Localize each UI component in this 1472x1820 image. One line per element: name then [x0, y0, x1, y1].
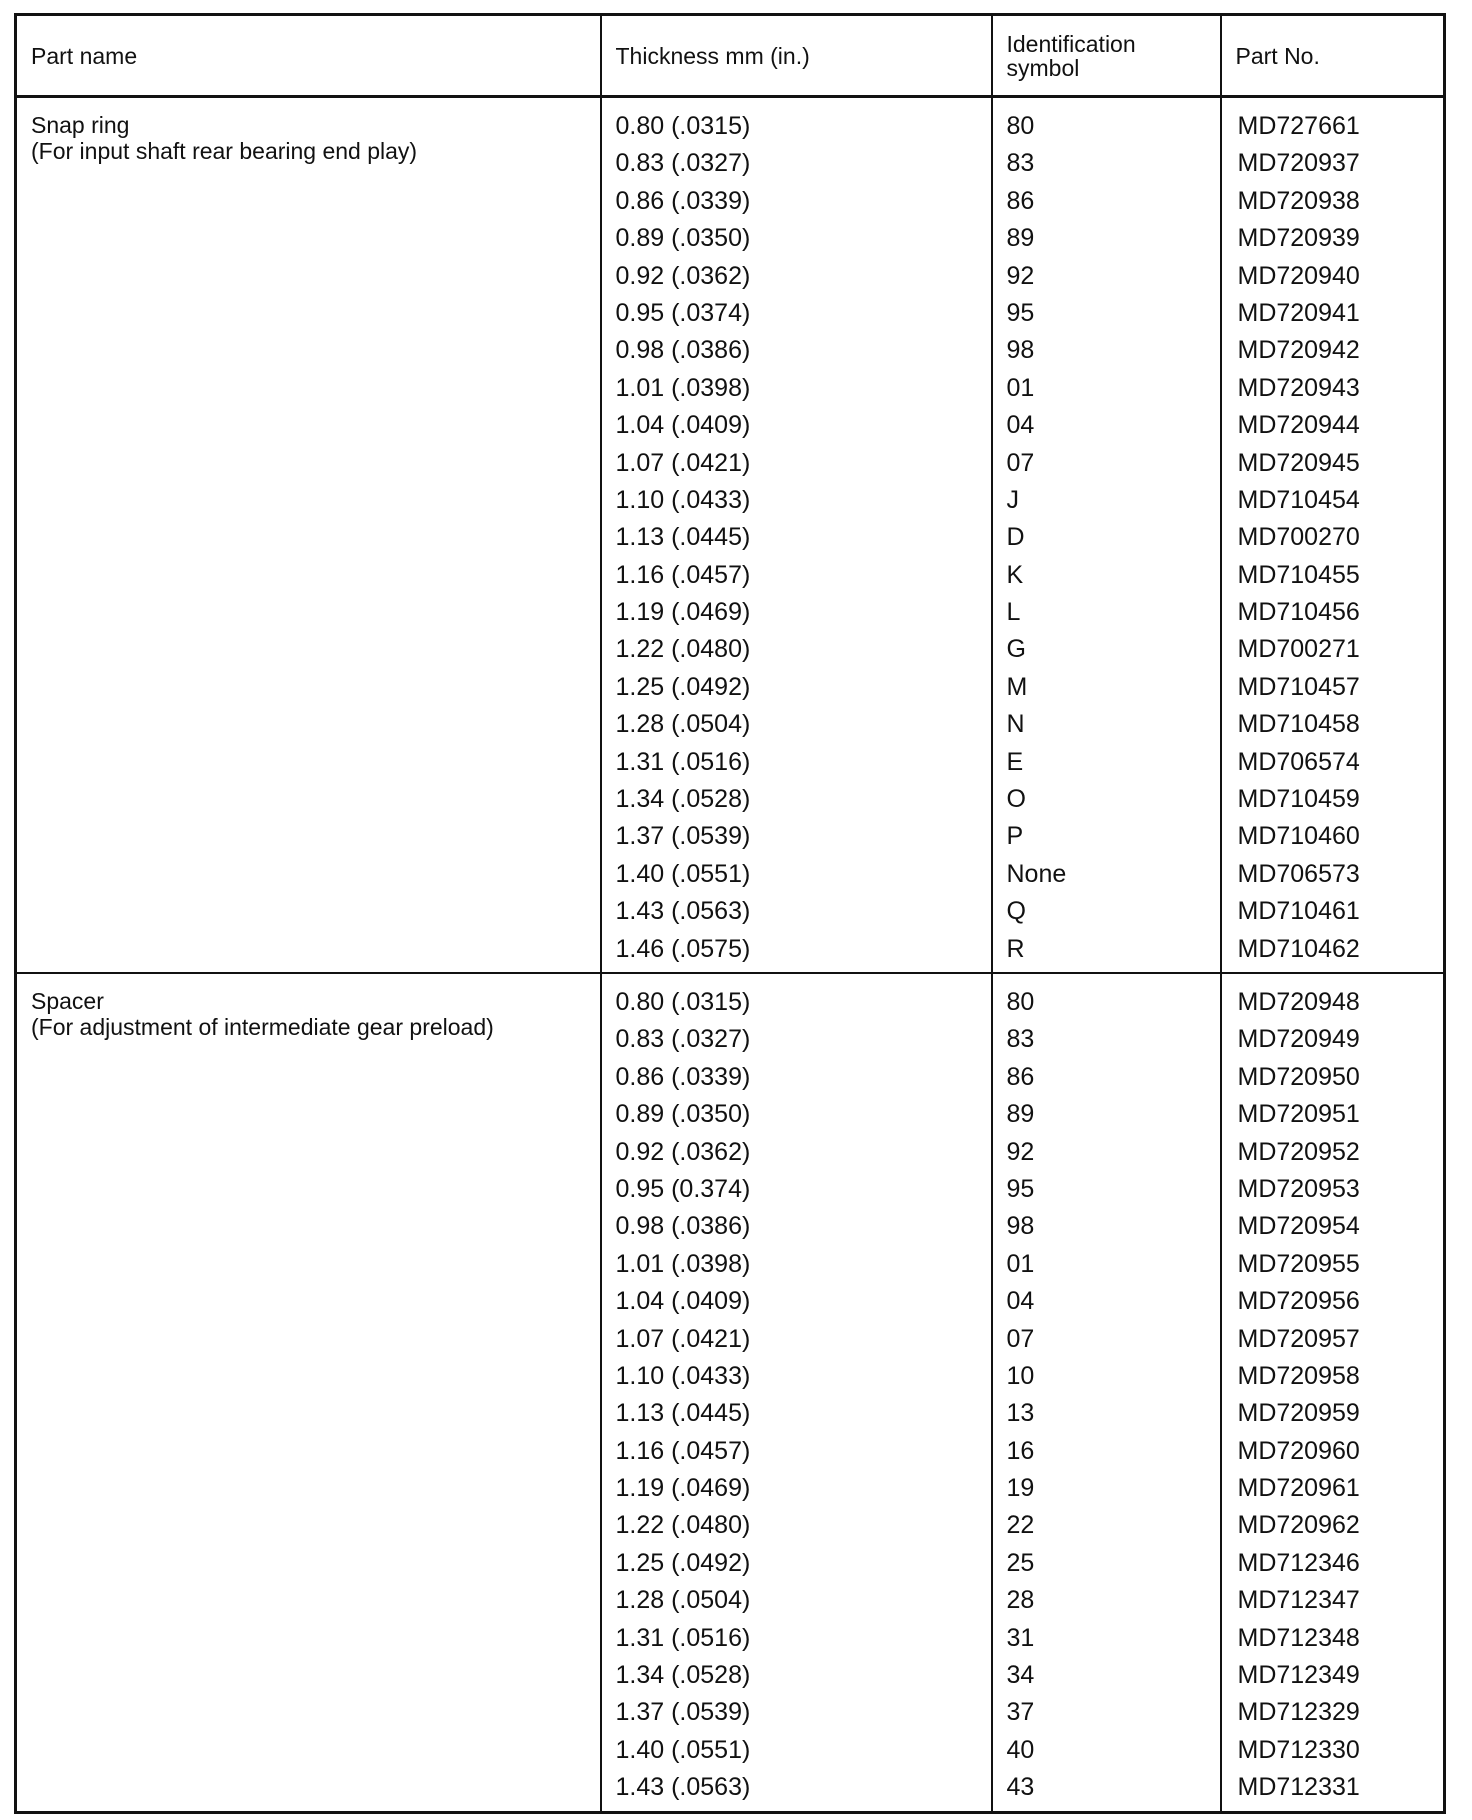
part-number-value: MD712331 — [1237, 1773, 1360, 1802]
part-purpose-note: (For input shaft rear bearing end play) — [31, 138, 418, 164]
identification-symbol-value: 19 — [1006, 1474, 1035, 1503]
identification-symbol-value: 10 — [1006, 1361, 1035, 1390]
part-number-value: MD727661 — [1237, 112, 1360, 140]
part-number-value: MD720956 — [1237, 1287, 1360, 1316]
part-number-value: MD710460 — [1237, 822, 1360, 851]
thickness-value: 1.46 (.0575) — [615, 934, 751, 963]
identification-symbol-value: 98 — [1006, 336, 1035, 365]
thickness-value: 1.34 (.0528) — [615, 785, 751, 814]
part-name-cell — [16, 97, 601, 973]
thickness-value: 1.10 (.0433) — [615, 485, 751, 514]
thickness-value: 1.28 (.0504) — [615, 710, 751, 739]
thickness-value: 1.10 (.0433) — [615, 1361, 751, 1390]
part-name-cell — [16, 973, 601, 1812]
thickness-value: 1.19 (.0469) — [615, 1474, 751, 1503]
part-number-value: MD720961 — [1237, 1474, 1360, 1503]
identification-symbol-value: 98 — [1006, 1212, 1035, 1241]
identification-symbol-value: 28 — [1006, 1586, 1035, 1615]
part-number-value: MD710454 — [1237, 485, 1360, 514]
header-identification-line1: Identification — [1006, 30, 1136, 57]
header-identification-line2: symbol — [1006, 54, 1080, 81]
thickness-value: 1.34 (.0528) — [615, 1661, 751, 1690]
thickness-cell — [601, 973, 992, 1812]
thickness-value: 1.04 (.0409) — [615, 1287, 751, 1316]
thickness-value: 0.95 (.0374) — [615, 298, 751, 327]
header-identification-symbol — [992, 15, 1221, 97]
part-number-value: MD710458 — [1237, 710, 1360, 739]
part-number-value: MD720942 — [1237, 336, 1360, 365]
identification-symbol-value: 80 — [1006, 112, 1035, 140]
part-number-value: MD720950 — [1237, 1062, 1360, 1091]
part-name: Snap ring — [31, 112, 130, 138]
part-number-value: MD720941 — [1237, 298, 1360, 327]
thickness-value: 1.25 (.0492) — [615, 1548, 751, 1577]
part-number-value: MD720949 — [1237, 1025, 1360, 1054]
thickness-value: 1.01 (.0398) — [615, 1249, 751, 1278]
part-number-value: MD710455 — [1237, 560, 1360, 589]
part-number-value: MD710461 — [1237, 897, 1360, 926]
part-number-value: MD700270 — [1237, 523, 1360, 552]
thickness-value: 1.43 (.0563) — [615, 1773, 751, 1802]
identification-symbol-value: 86 — [1006, 186, 1035, 215]
identification-symbol-value: J — [1006, 485, 1019, 514]
part-number-value: MD710459 — [1237, 785, 1360, 814]
table-group-row — [16, 973, 1445, 1812]
identification-symbol-value: 92 — [1006, 261, 1035, 290]
thickness-value: 1.31 (.0516) — [615, 747, 751, 776]
thickness-value: 1.25 (.0492) — [615, 672, 751, 701]
identification-symbol-value: 25 — [1006, 1548, 1035, 1577]
thickness-value: 1.13 (.0445) — [615, 1399, 751, 1428]
part-number-value: MD712348 — [1237, 1623, 1360, 1652]
part-number-value: MD712329 — [1237, 1698, 1360, 1727]
identification-symbol-value: P — [1006, 822, 1024, 851]
identification-symbol-value: 92 — [1006, 1137, 1035, 1166]
part-number-value: MD720951 — [1237, 1100, 1360, 1129]
part-number-value: MD720958 — [1237, 1361, 1360, 1390]
thickness-value: 1.16 (.0457) — [615, 1436, 751, 1465]
part-number-cell-list — [1222, 98, 1444, 972]
thickness-value: 1.37 (.0539) — [615, 822, 751, 851]
thickness-value: 1.43 (.0563) — [615, 897, 751, 926]
table-body — [16, 97, 1445, 1813]
part-number-value: MD720940 — [1237, 261, 1360, 290]
thickness-value: 1.22 (.0480) — [615, 635, 751, 664]
header-part-name: Part name — [16, 15, 601, 97]
part-number-value: MD720954 — [1237, 1212, 1360, 1241]
part-number-value: MD700271 — [1237, 635, 1360, 664]
part-name: Spacer — [31, 987, 104, 1014]
table-group-row — [16, 97, 1445, 973]
header-thickness: Thickness mm (in.) — [601, 15, 992, 97]
identification-symbol-value: None — [1006, 859, 1067, 888]
part-number-value: MD712346 — [1237, 1548, 1360, 1577]
identification-symbol-value: 86 — [1006, 1062, 1035, 1091]
part-number-value: MD706574 — [1237, 747, 1360, 776]
thickness-value: 1.07 (.0421) — [615, 1324, 751, 1353]
identification-symbol-value: 04 — [1006, 411, 1035, 440]
identification-symbol-value: R — [1006, 934, 1025, 963]
identification-symbol-value: 40 — [1006, 1735, 1035, 1764]
thickness-value: 1.40 (.0551) — [615, 859, 751, 888]
identification-symbol-value: 13 — [1006, 1399, 1035, 1428]
part-number-value: MD720945 — [1237, 448, 1360, 477]
identification-symbol-value: N — [1006, 710, 1025, 739]
identification-symbol-cell — [992, 97, 1221, 973]
thickness-cell-list — [602, 98, 991, 972]
table-header — [16, 15, 1445, 97]
thickness-value: 0.83 (.0327) — [615, 149, 751, 178]
identification-symbol-value: E — [1006, 747, 1024, 776]
part-number-value: MD720944 — [1237, 411, 1360, 440]
thickness-value: 1.16 (.0457) — [615, 560, 751, 589]
identification-symbol-value: D — [1006, 523, 1025, 552]
thickness-value: 1.04 (.0409) — [615, 411, 751, 440]
identification-symbol-value: 43 — [1006, 1773, 1035, 1802]
thickness-cell-list — [602, 974, 991, 1811]
identification-symbol-value: 04 — [1006, 1287, 1035, 1316]
thickness-value: 0.92 (.0362) — [615, 1137, 751, 1166]
identification-symbol-value: 80 — [1006, 987, 1035, 1016]
thickness-value: 1.19 (.0469) — [615, 598, 751, 627]
part-number-value: MD710457 — [1237, 672, 1360, 701]
part-number-value: MD720953 — [1237, 1174, 1360, 1203]
identification-symbol-value: K — [1006, 560, 1024, 589]
identification-symbol-value: 22 — [1006, 1511, 1035, 1540]
header-row — [16, 15, 1445, 97]
identification-symbol-value: 95 — [1006, 298, 1035, 327]
thickness-cell — [601, 97, 992, 973]
part-number-value: MD720938 — [1237, 186, 1360, 215]
part-number-value: MD710456 — [1237, 598, 1360, 627]
identification-symbol-value: 16 — [1006, 1436, 1035, 1465]
thickness-value: 1.37 (.0539) — [615, 1698, 751, 1727]
identification-symbol-value: 95 — [1006, 1174, 1035, 1203]
identification-symbol-value: 37 — [1006, 1698, 1035, 1727]
part-number-value: MD712349 — [1237, 1661, 1360, 1690]
identification-symbol-value: 83 — [1006, 149, 1035, 178]
identification-symbol-value: 01 — [1006, 373, 1035, 402]
thickness-value: 0.89 (.0350) — [615, 224, 751, 253]
part-number-value: MD712347 — [1237, 1586, 1360, 1615]
thickness-value: 0.95 (0.374) — [615, 1174, 751, 1203]
thickness-value: 0.83 (.0327) — [615, 1025, 751, 1054]
part-number-value: MD720960 — [1237, 1436, 1360, 1465]
part-purpose-note: (For adjustment of intermediate gear preload) — [31, 1013, 494, 1040]
part-number-value: MD720948 — [1237, 987, 1360, 1016]
thickness-value: 1.31 (.0516) — [615, 1623, 751, 1652]
thickness-value: 0.98 (.0386) — [615, 1212, 751, 1241]
part-number-cell — [1221, 973, 1445, 1812]
thickness-value: 0.92 (.0362) — [615, 261, 751, 290]
identification-symbol-value: 01 — [1006, 1249, 1035, 1278]
thickness-value: 0.98 (.0386) — [615, 336, 751, 365]
identification-symbol-cell — [992, 973, 1221, 1812]
parts-table — [14, 13, 1446, 1814]
part-number-cell-list — [1222, 974, 1444, 1811]
thickness-value: 1.40 (.0551) — [615, 1735, 751, 1764]
part-number-value: MD720943 — [1237, 373, 1360, 402]
identification-symbol-value: 83 — [1006, 1025, 1035, 1054]
part-number-cell — [1221, 97, 1445, 973]
identification-symbol-value: Q — [1006, 897, 1026, 926]
thickness-value: 0.80 (.0315) — [615, 112, 751, 140]
part-number-value: MD706573 — [1237, 859, 1360, 888]
identification-symbol-cell-list — [993, 974, 1220, 1811]
thickness-value: 1.28 (.0504) — [615, 1586, 751, 1615]
part-number-value: MD720962 — [1237, 1511, 1360, 1540]
part-number-value: MD720939 — [1237, 224, 1360, 253]
identification-symbol-value: M — [1006, 672, 1028, 701]
thickness-value: 1.07 (.0421) — [615, 448, 751, 477]
part-number-value: MD720957 — [1237, 1324, 1360, 1353]
part-number-value: MD712330 — [1237, 1735, 1360, 1764]
thickness-value: 0.89 (.0350) — [615, 1100, 751, 1129]
part-number-value: MD720959 — [1237, 1399, 1360, 1428]
part-number-value: MD720955 — [1237, 1249, 1360, 1278]
identification-symbol-value: 89 — [1006, 224, 1035, 253]
identification-symbol-value: 89 — [1006, 1100, 1035, 1129]
identification-symbol-value: O — [1006, 785, 1026, 814]
header-part-no: Part No. — [1221, 15, 1445, 97]
thickness-value: 0.86 (.0339) — [615, 1062, 751, 1091]
identification-symbol-value: 34 — [1006, 1661, 1035, 1690]
identification-symbol-value: 07 — [1006, 448, 1035, 477]
part-number-value: MD710462 — [1237, 934, 1360, 963]
identification-symbol-value: 07 — [1006, 1324, 1035, 1353]
identification-symbol-value: L — [1006, 598, 1021, 627]
thickness-value: 1.01 (.0398) — [615, 373, 751, 402]
part-number-value: MD720952 — [1237, 1137, 1360, 1166]
thickness-value: 1.13 (.0445) — [615, 523, 751, 552]
identification-symbol-cell-list — [993, 98, 1220, 972]
thickness-value: 0.86 (.0339) — [615, 186, 751, 215]
part-number-value: MD720937 — [1237, 149, 1360, 178]
identification-symbol-value: G — [1006, 635, 1026, 664]
identification-symbol-value: 31 — [1006, 1623, 1035, 1652]
thickness-value: 0.80 (.0315) — [615, 987, 751, 1016]
thickness-value: 1.22 (.0480) — [615, 1511, 751, 1540]
